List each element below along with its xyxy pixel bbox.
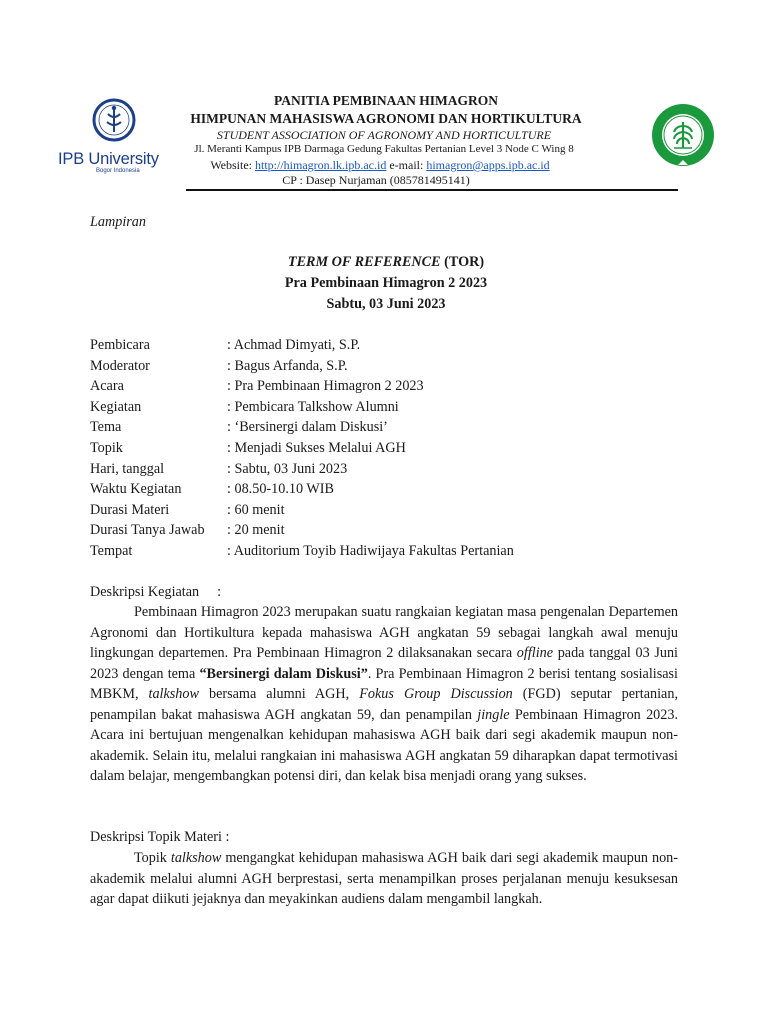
- activity-description-paragraph: [90, 602, 678, 787]
- detail-row: [90, 376, 514, 397]
- detail-row: [90, 500, 514, 521]
- detail-label: Waktu Kegiatan: [90, 481, 182, 498]
- text-run: . Pra Pembinaan Himagron 2 berisi tentang sosialisasi MBKM,: [90, 665, 678, 702]
- topic-description-paragraph: [90, 848, 678, 910]
- detail-row: [90, 438, 514, 459]
- detail-row: [90, 397, 514, 418]
- emphasis-fgd: Fokus Group Discussion: [359, 686, 513, 702]
- detail-label: Durasi Tanya Jawab: [90, 522, 205, 539]
- title-italic: TERM OF REFERENCE: [287, 254, 441, 270]
- event-name: Pra Pembinaan Himagron 2 2023: [284, 275, 488, 291]
- activity-description-heading: [90, 582, 221, 603]
- detail-row: [90, 541, 514, 562]
- contact-person: CP : Dasep Nurjaman (085781495141): [282, 173, 470, 187]
- letterhead-divider: [186, 189, 678, 191]
- text-run: mengangkat kehidupan mahasiswa AGH baik dari segi akademik maupun non-akademik melalui alumni AGH berprestasi, serta menampilkan proses perjalanan menuju kesuksesan agar dapat diikuti jejaknya dan meyakinkan audiens dalam mengambil langkah.: [90, 850, 678, 907]
- detail-label: Moderator: [90, 357, 150, 374]
- detail-value: : 20 menit: [227, 522, 285, 539]
- detail-value: : Menjadi Sukses Melalui AGH: [227, 439, 406, 456]
- text-run: (FGD) seputar pertanian, penampilan bakat mahasiswa AGH angkatan 59, dan penampilan: [90, 686, 678, 723]
- theme-bold: “Bersinergi dalam Diskusi”: [199, 665, 368, 682]
- text-run: Pembinaan Himagron 2023 merupakan suatu rangkaian kegiatan masa pengenalan Departemen Agronomi dan Hortikultura kepada mahasiswa AGH angkatan 59 sebagai langkah awal menuju lingkungan departemen. Pra Pembinaan Himagron 2 dilaksanakan secara: [90, 604, 678, 661]
- email-label: e-mail:: [389, 158, 424, 172]
- detail-label: Hari, tanggal: [90, 460, 165, 477]
- emphasis-offline: offline: [516, 645, 554, 661]
- event-date: Sabtu, 03 Juni 2023: [326, 296, 446, 312]
- detail-label: Topik: [90, 439, 123, 456]
- text-run: pada tanggal 03 Juni 2023 dengan tema: [90, 645, 678, 682]
- detail-value: : Achmad Dimyati, S.P.: [227, 337, 361, 353]
- detail-value: : Pembicara Talkshow Alumni: [227, 398, 399, 415]
- ipb-tagline: Bogor Indonesia: [96, 168, 140, 174]
- detail-row: [90, 479, 514, 500]
- committee-title: PANITIA PEMBINAAN HIMAGRON: [273, 93, 498, 108]
- detail-label: Pembicara: [90, 337, 150, 353]
- detail-row: [90, 459, 514, 480]
- detail-value: : ‘Bersinergi dalam Diskusi’: [227, 419, 388, 436]
- topic-description-heading: Deskripsi Topik Materi :: [90, 829, 230, 845]
- detail-label: Tempat: [90, 542, 133, 559]
- detail-row: [90, 417, 514, 438]
- attachment-label: Lampiran: [90, 214, 146, 230]
- detail-value: : 08.50-10.10 WIB: [227, 481, 334, 498]
- website-label: Website:: [210, 158, 253, 172]
- detail-row: [90, 356, 514, 377]
- association-name: HIMPUNAN MAHASISWA AGRONOMI DAN HORTIKULTURA: [190, 111, 582, 126]
- activity-description-label: Deskripsi Kegiatan: [90, 584, 200, 600]
- document-title: [2, 254, 768, 271]
- detail-label: Acara: [90, 378, 124, 395]
- emphasis-jingle: jingle: [477, 706, 510, 723]
- emphasis-talkshow: talkshow: [170, 850, 222, 866]
- website-link[interactable]: http://himagron.lk.ipb.ac.id: [255, 158, 387, 172]
- address: Jl. Meranti Kampus IPB Darmaga Gedung Fakultas Pertanian Level 3 Node C Wing 8: [194, 143, 574, 155]
- text-run: Topik: [134, 850, 171, 866]
- email-link[interactable]: himagron@apps.ipb.ac.id: [426, 158, 550, 172]
- detail-value: : Auditorium Toyib Hadiwijaya Fakultas Pertanian: [227, 542, 514, 559]
- detail-value: : Pra Pembinaan Himagron 2 2023: [227, 378, 424, 395]
- detail-value: : 60 menit: [227, 501, 285, 518]
- detail-label: Kegiatan: [90, 398, 142, 415]
- emphasis-talkshow: talkshow: [148, 686, 199, 702]
- detail-label: Tema: [90, 419, 122, 436]
- activity-description-colon: :: [217, 584, 222, 600]
- association-name-english: STUDENT ASSOCIATION OF AGRONOMY AND HORTICULTURE: [216, 128, 552, 142]
- contact-links: [0, 158, 764, 173]
- text-run: bersama alumni AGH,: [198, 686, 360, 702]
- detail-row: [90, 335, 514, 356]
- title-abbrev: (TOR): [440, 254, 485, 270]
- detail-label: Durasi Materi: [90, 501, 170, 518]
- ipb-wordmark: IPB University: [58, 150, 159, 168]
- detail-value: : Sabtu, 03 Juni 2023: [227, 460, 348, 477]
- text-run: Pembinaan Himagron 2023. Acara ini bertujuan mengenalkan kehidupan mahasiswa AGH baik dari segi akademik maupun non-akademik. Selain itu, melalui rangkaian ini mahasiswa AGH angkatan 59 diharapkan dapat termotivasi dalam belajar, mengembangkan potensi diri, dan kelak bisa menjadi orang yang sukses.: [90, 706, 678, 784]
- detail-value: : Bagus Arfanda, S.P.: [227, 357, 348, 374]
- detail-row: [90, 520, 514, 541]
- detail-list: [90, 335, 514, 562]
